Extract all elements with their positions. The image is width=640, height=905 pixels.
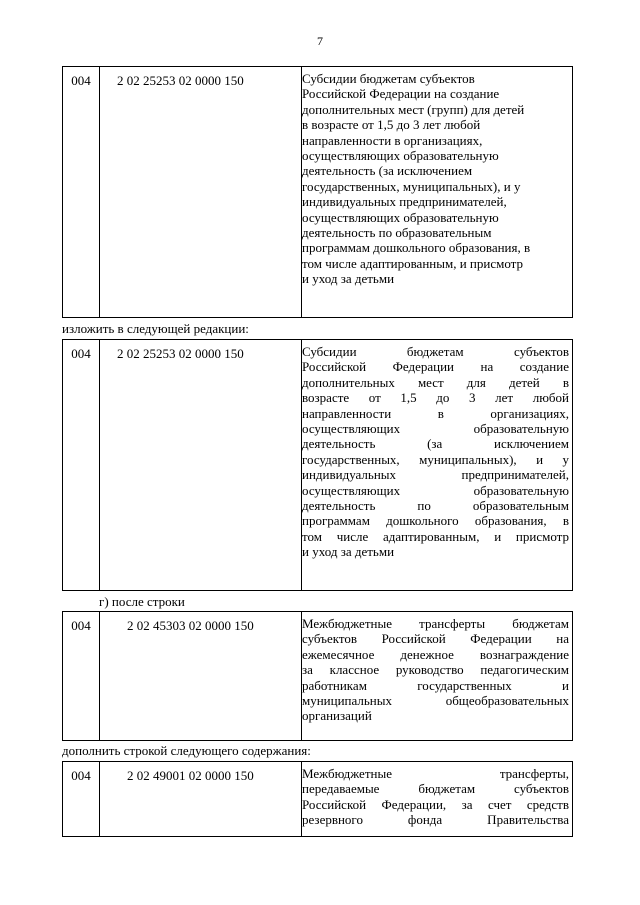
description-line: дополнительных мест для детей в (302, 374, 569, 390)
description-line: государственных, муниципальных), и у (302, 178, 521, 194)
income-description-cell (302, 766, 569, 828)
description-line: направленности в организациях, (302, 405, 569, 421)
column-divider (99, 762, 100, 836)
admin-code-cell: 004 (71, 73, 91, 88)
description-line: государственных, муниципальных), и у (302, 451, 569, 467)
paragraph-text: г) после строки (99, 594, 185, 609)
description-line: том числе адаптированным, и присмотр (302, 528, 569, 544)
description-line: осуществляющих образовательную (302, 209, 499, 225)
description-line: том числе адаптированным, и присмотр (302, 255, 523, 271)
budget-code-table-1 (62, 66, 573, 318)
admin-code-cell: 004 (71, 768, 91, 783)
description-line: Межбюджетные трансферты бюджетам (302, 616, 569, 631)
description-line: и уход за детьми (302, 271, 395, 287)
description-line: Межбюджетные трансферты, (302, 766, 569, 781)
description-line: Российской Федерации, за счет средств (302, 796, 569, 812)
description-line: в возрасте от 1,5 до 3 лет любой (302, 117, 481, 133)
description-line: Субсидии бюджетам субъектов (302, 71, 475, 86)
description-line: индивидуальных предпринимателей, (302, 194, 507, 210)
description-line: резервного фонда Правительства (302, 812, 569, 828)
column-divider (99, 340, 100, 590)
description-line: ежемесячное денежное вознаграждение (302, 646, 569, 662)
budget-classification-code-cell: 2 02 25253 02 0000 150 (117, 346, 244, 361)
column-divider (99, 612, 100, 740)
description-line: возрасте от 1,5 до 3 лет любой (302, 390, 569, 406)
description-line: деятельность по образовательным (302, 498, 569, 514)
income-description-cell (302, 616, 569, 724)
budget-code-table-2 (62, 339, 573, 591)
description-line: организаций (302, 708, 372, 724)
description-line: Российской Федерации на создание (302, 359, 569, 375)
income-description-cell (302, 344, 569, 560)
page-number: 7 (317, 34, 323, 48)
description-line: Субсидии бюджетам субъектов (302, 344, 569, 359)
description-line: муниципальных общеобразовательных (302, 693, 569, 709)
description-line: осуществляющих образовательную (302, 482, 569, 498)
description-line: программам дошкольного образования, в (302, 513, 569, 529)
description-line: деятельность (за исключением (302, 436, 569, 452)
description-line: передаваемые бюджетам субъектов (302, 781, 569, 797)
description-line: направленности в организациях, (302, 132, 483, 148)
income-description-cell (302, 71, 569, 287)
description-line: Российской Федерации на создание (302, 86, 500, 102)
description-line: и уход за детьми (302, 544, 395, 560)
description-line: индивидуальных предпринимателей, (302, 467, 569, 483)
description-line: осуществляющих образовательную (302, 421, 569, 437)
budget-code-table-3 (62, 611, 573, 741)
column-divider (99, 67, 100, 317)
description-line: деятельность (за исключением (302, 163, 473, 179)
description-line: осуществляющих образовательную (302, 148, 499, 164)
budget-classification-code-cell: 2 02 49001 02 0000 150 (127, 768, 254, 783)
description-line: работникам государственных и (302, 677, 569, 693)
admin-code-cell: 004 (71, 346, 91, 361)
paragraph-text: дополнить строкой следующего содержания: (62, 743, 311, 758)
budget-code-table-4 (62, 761, 573, 837)
description-line: субъектов Российской Федерации на (302, 631, 569, 647)
paragraph-text: изложить в следующей редакции: (62, 321, 249, 336)
budget-classification-code-cell: 2 02 45303 02 0000 150 (127, 618, 254, 633)
description-line: деятельность по образовательным (302, 225, 492, 241)
description-line: дополнительных мест (групп) для детей (302, 101, 525, 117)
description-line: за классное руководство педагогическим (302, 662, 569, 678)
admin-code-cell: 004 (71, 618, 91, 633)
description-line: программам дошкольного образования, в (302, 240, 531, 256)
budget-classification-code-cell: 2 02 25253 02 0000 150 (117, 73, 244, 88)
